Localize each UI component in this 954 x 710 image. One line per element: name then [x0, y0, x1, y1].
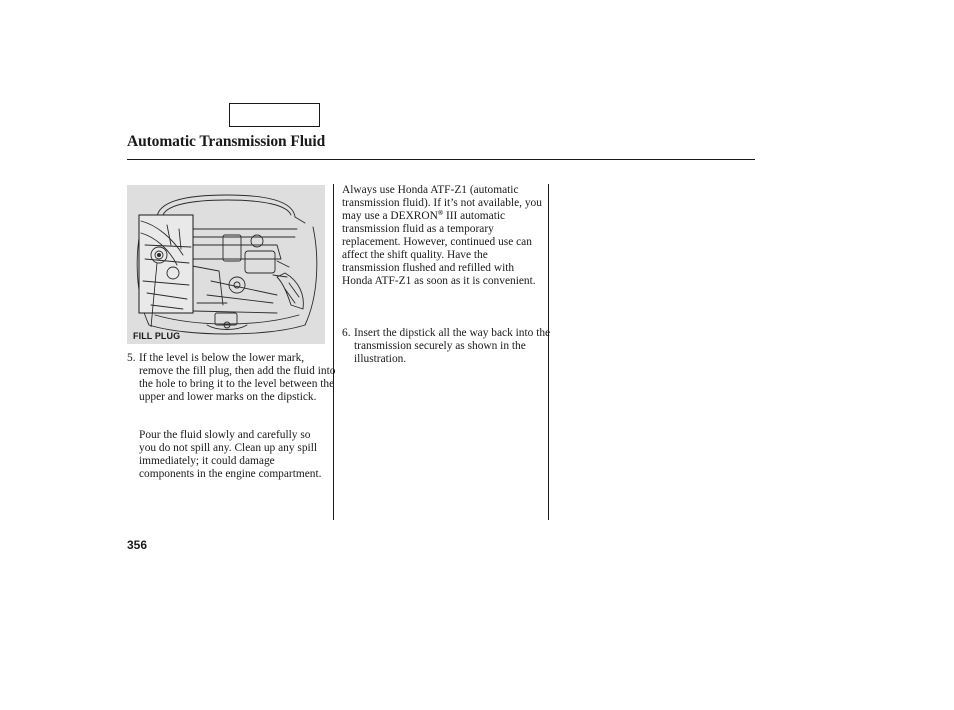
step-text: If the level is below the lower mark, remove the fill plug, then add the fluid into the hole to bring it to the level between the upper and lower marks on the dipstick.	[139, 352, 336, 403]
step-number: 5.	[127, 352, 136, 364]
section-tab-box	[229, 103, 320, 127]
step-6	[342, 327, 557, 366]
step-number: 6.	[342, 327, 351, 339]
fill-plug-label: FILL PLUG	[133, 331, 181, 341]
registered-mark: ®	[437, 209, 444, 217]
atf-note-rest: III automatic transmission fluid as a temporary replacement. However, continued use can affect the shift quality. Have the transmission flushed and refilled with Honda ATF-Z1 as soon as it is convenient.	[342, 210, 536, 287]
engine-compartment-illustration	[127, 185, 325, 344]
engine-drawing	[127, 185, 325, 344]
step-text: Insert the dipstick all the way back into the transmission securely as shown in the illustration.	[354, 327, 551, 365]
pour-fluid-note: Pour the fluid slowly and carefully so you do not spill any. Clean up any spill immediately; it could damage components in the engine compartment.	[139, 429, 322, 480]
page-title: Automatic Transmission Fluid	[127, 133, 326, 150]
atf-note-intro: Always use Honda ATF-Z1 (automatic transmission fluid). If it’s not available, you may use a DEXRON	[342, 184, 542, 222]
title-divider	[127, 159, 755, 160]
step-5	[127, 352, 339, 404]
page-number: 356	[127, 538, 148, 552]
atf-recommendation-note	[342, 184, 542, 288]
